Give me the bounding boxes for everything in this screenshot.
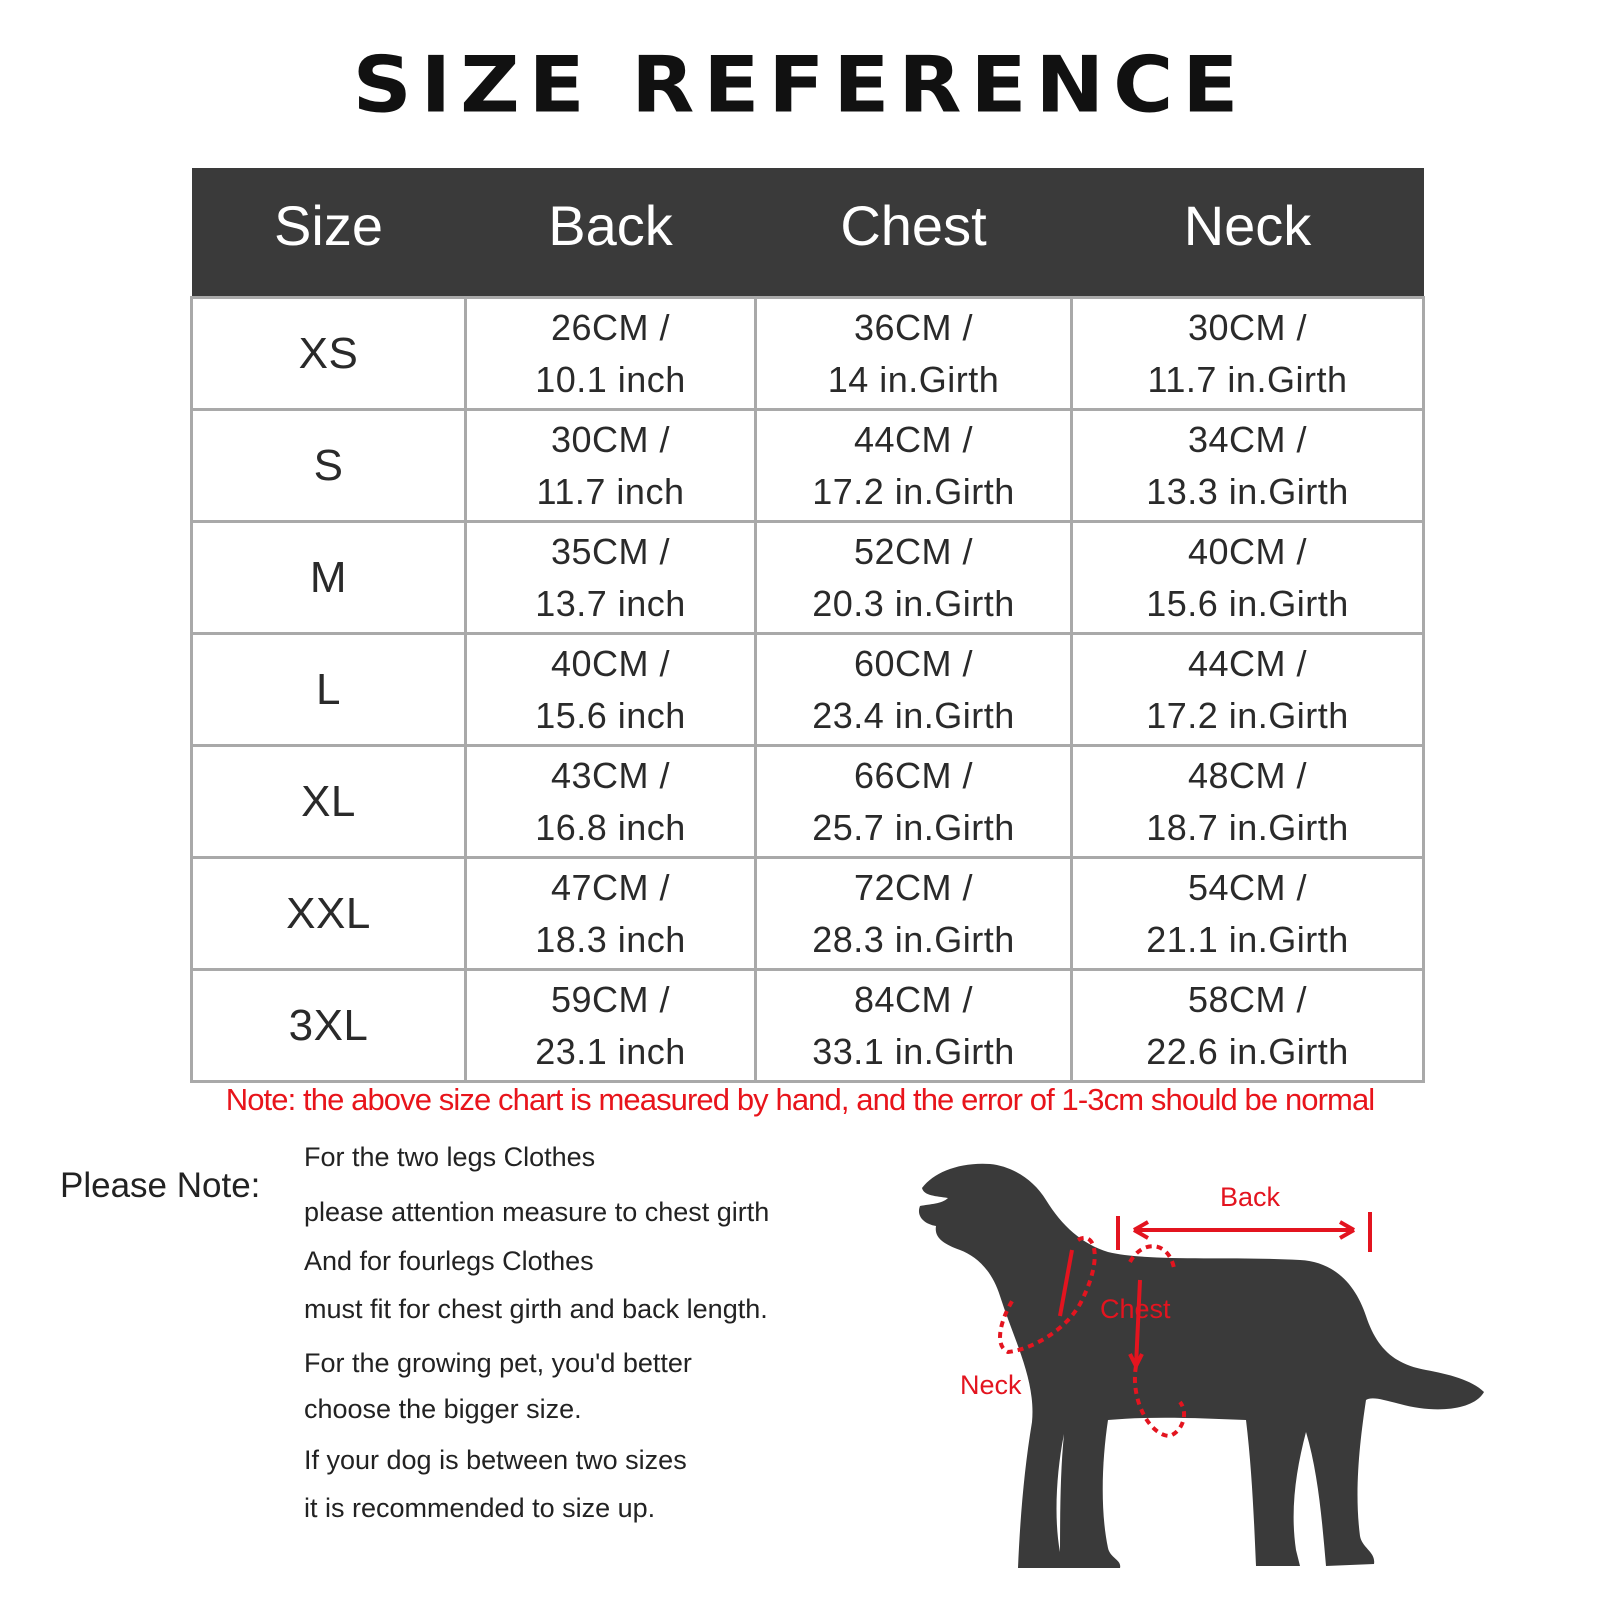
- neck-value-line: 34CM /: [1187, 418, 1308, 460]
- neck-value-line: 44CM /: [1187, 642, 1308, 684]
- neck-value-line: 21.1 in.Girth: [1146, 918, 1349, 960]
- chest-cell: [756, 410, 1072, 522]
- chest-value-line: 36CM /: [853, 306, 974, 348]
- back-value-line: 16.8 inch: [535, 806, 686, 848]
- header-neck: Neck: [1072, 168, 1424, 298]
- back-value-line: 40CM /: [550, 642, 671, 684]
- note-line: If your dog is between two sizes: [304, 1445, 687, 1475]
- chest-value-line: 17.2 in.Girth: [812, 470, 1015, 512]
- neck-value-line: 40CM /: [1187, 530, 1308, 572]
- header-chest: Chest: [756, 168, 1072, 298]
- table-row: [192, 298, 1424, 410]
- table-row: [192, 746, 1424, 858]
- header-size: Size: [192, 168, 466, 298]
- neck-value-line: 54CM /: [1187, 866, 1308, 908]
- back-value-line: 30CM /: [550, 418, 671, 460]
- size-cell: S: [192, 410, 466, 522]
- neck-label: Neck: [960, 1370, 1022, 1400]
- neck-value-line: 17.2 in.Girth: [1146, 694, 1349, 736]
- neck-cell: [1072, 298, 1424, 410]
- size-cell: XXL: [192, 858, 466, 970]
- chest-value-line: 60CM /: [853, 642, 974, 684]
- neck-value-line: 18.7 in.Girth: [1146, 806, 1349, 848]
- back-value-line: 43CM /: [550, 754, 671, 796]
- note-line: For the two legs Clothes: [304, 1142, 596, 1172]
- chest-value-line: 25.7 in.Girth: [812, 806, 1015, 848]
- chest-cell: [756, 298, 1072, 410]
- back-value-line: 35CM /: [550, 530, 671, 572]
- back-value-line: 18.3 inch: [535, 918, 686, 960]
- neck-value-line: 11.7 in.Girth: [1147, 358, 1348, 400]
- neck-value-line: 22.6 in.Girth: [1146, 1030, 1349, 1072]
- back-cell: [466, 522, 756, 634]
- size-cell: XL: [192, 746, 466, 858]
- table-row: [192, 522, 1424, 634]
- neck-value-line: 58CM /: [1187, 978, 1308, 1020]
- dog-silhouette-icon: [919, 1164, 1484, 1568]
- chest-cell: [756, 858, 1072, 970]
- please-note-label: Please Note:: [60, 1166, 261, 1205]
- neck-value-line: 30CM /: [1187, 306, 1308, 348]
- chest-cell: [756, 970, 1072, 1082]
- table-row: [192, 634, 1424, 746]
- chest-value-line: 23.4 in.Girth: [812, 694, 1015, 736]
- size-cell: 3XL: [192, 970, 466, 1082]
- back-value-line: 15.6 inch: [535, 694, 686, 736]
- note-line: choose the bigger size.: [304, 1394, 582, 1424]
- neck-value-line: 13.3 in.Girth: [1146, 470, 1349, 512]
- note-line: For the growing pet, you'd better: [304, 1348, 692, 1378]
- page-title: SIZE REFERENCE: [352, 40, 1248, 131]
- chest-cell: [756, 522, 1072, 634]
- neck-cell: [1072, 522, 1424, 634]
- neck-cell: [1072, 858, 1424, 970]
- table-row: [192, 858, 1424, 970]
- back-value-line: 59CM /: [550, 978, 671, 1020]
- note-line: please attention measure to chest girth: [304, 1197, 770, 1227]
- chest-label: Chest: [1100, 1294, 1171, 1324]
- chest-cell: [756, 746, 1072, 858]
- chest-value-line: 44CM /: [853, 418, 974, 460]
- header-back: Back: [466, 168, 756, 298]
- measurement-note: Note: the above size chart is measured by hand, and the error of 1-3cm should be normal: [225, 1082, 1375, 1117]
- size-cell: XS: [192, 298, 466, 410]
- chest-value-line: 28.3 in.Girth: [812, 918, 1015, 960]
- note-line: must fit for chest girth and back length.: [304, 1294, 768, 1324]
- note-line: it is recommended to size up.: [304, 1493, 656, 1523]
- table-header-row: [192, 168, 1424, 298]
- back-cell: [466, 970, 756, 1082]
- back-label: Back: [1220, 1182, 1281, 1212]
- neck-cell: [1072, 410, 1424, 522]
- chest-value-line: 14 in.Girth: [827, 358, 1000, 400]
- neck-cell: [1072, 970, 1424, 1082]
- size-cell: L: [192, 634, 466, 746]
- back-value-line: 13.7 inch: [535, 582, 686, 624]
- back-value-line: 11.7 inch: [536, 470, 685, 512]
- back-value-line: 23.1 inch: [535, 1030, 686, 1072]
- back-value-line: 47CM /: [550, 866, 671, 908]
- chest-value-line: 20.3 in.Girth: [812, 582, 1015, 624]
- size-table-container: [190, 168, 1422, 1074]
- back-cell: [466, 858, 756, 970]
- neck-cell: [1072, 746, 1424, 858]
- chest-value-line: 33.1 in.Girth: [812, 1030, 1015, 1072]
- back-cell: [466, 634, 756, 746]
- chest-value-line: 66CM /: [853, 754, 974, 796]
- chest-value-line: 84CM /: [853, 978, 974, 1020]
- back-cell: [466, 410, 756, 522]
- dog-measurement-diagram: [900, 1160, 1520, 1590]
- chest-value-line: 52CM /: [853, 530, 974, 572]
- chest-value-line: 72CM /: [853, 866, 974, 908]
- back-cell: [466, 746, 756, 858]
- neck-value-line: 48CM /: [1187, 754, 1308, 796]
- table-row: [192, 970, 1424, 1082]
- table-row: [192, 410, 1424, 522]
- neck-cell: [1072, 634, 1424, 746]
- back-cell: [466, 298, 756, 410]
- back-value-line: 10.1 inch: [535, 358, 686, 400]
- note-line: And for fourlegs Clothes: [304, 1246, 594, 1276]
- size-table: [190, 168, 1425, 1083]
- size-cell: M: [192, 522, 466, 634]
- chest-cell: [756, 634, 1072, 746]
- back-value-line: 26CM /: [550, 306, 671, 348]
- neck-value-line: 15.6 in.Girth: [1146, 582, 1349, 624]
